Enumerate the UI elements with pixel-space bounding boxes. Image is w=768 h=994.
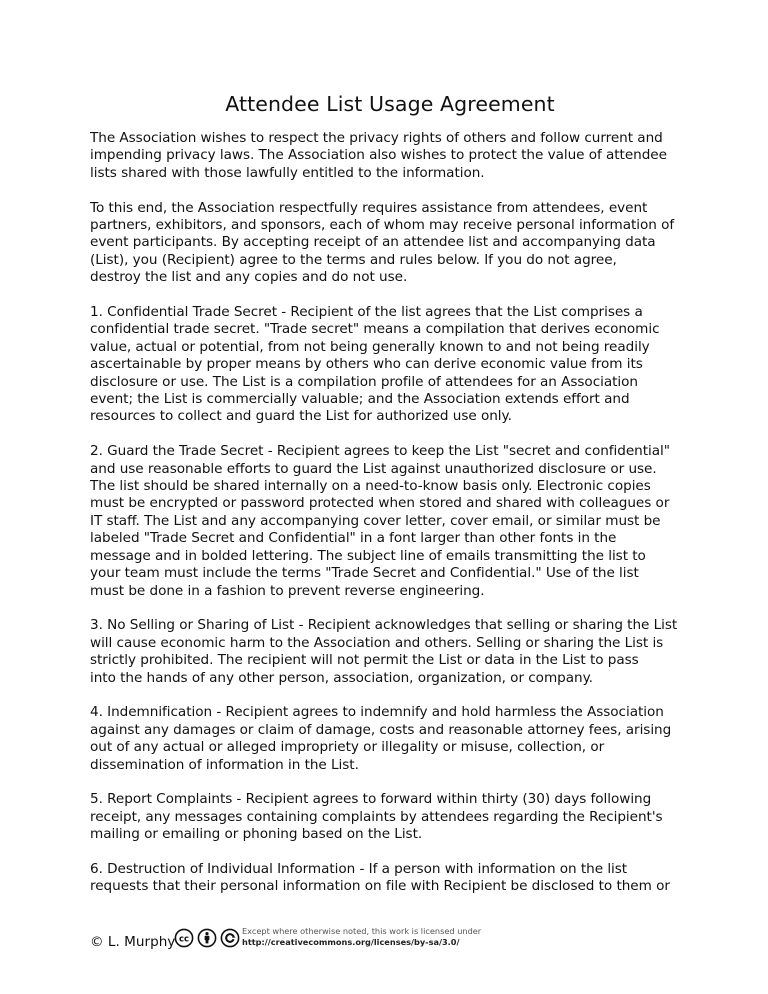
cc-icon [174, 928, 194, 948]
license-notice [242, 926, 481, 947]
license-link[interactable]: http://creativecommons.org/licenses/by-sa/3.0/ [242, 936, 460, 947]
document-title: Attendee List Usage Agreement [225, 92, 555, 116]
paragraph-confidential-trade-secret: 1. Confidential Trade Secret - Recipient of the list agrees that the List comprises a confidential trade secret. "Trade secret" means a compilation that derives economic value, actual or potential, from not being generally known to and not being readily ascertainable by proper means by others who can derive economic value from its disclosure or use. The List is a compilation profile of attendees for an Association event; the List is commercially valuable; and the Association extends effort and resources to collect and guard the List for authorized use only. [90, 304, 660, 425]
by-icon [197, 928, 217, 948]
sa-icon [220, 928, 240, 948]
license-badges [174, 928, 240, 948]
paragraph-destruction: 6. Destruction of Individual Information - If a person with information on the list requests that their personal information on file with Recipient be disclosed to them or [90, 860, 670, 895]
svg-text:cc: cc [178, 934, 190, 945]
page-footer [90, 926, 490, 956]
paragraph-indemnification: 4. Indemnification - Recipient agrees to indemnify and hold harmless the Association against any damages or claim of damage, costs and reasonable attorney fees, arising out of any actual or alleged impropriety or illegality or misuse, collection, or dissemination of information in the List. [90, 704, 672, 773]
copyright-text: © L. Murphy [90, 934, 176, 950]
paragraph-guard-trade-secret: 2. Guard the Trade Secret - Recipient agrees to keep the List "secret and confidential" and use reasonable efforts to guard the List against unauthorized disclosure or use. The list should be shared internally on a need-to-know basis only. Electronic copies must be encrypted or password protected when stored and shared with colleagues or IT staff. The List and any accompanying cover letter, cover email, or similar must be labeled "Trade Secret and Confidential" in a font larger than other fonts in the message and in bolded lettering. The subject line of emails transmitting the list to your team must include the terms "Trade Secret and Confidential." Use of the list must be done in a fashion to prevent reverse engineering. [90, 443, 670, 599]
document-page [90, 90, 690, 913]
paragraph-purpose: To this end, the Association respectfully requires assistance from attendees, event partners, exhibitors, and sponsors, each of whom may receive personal information of event participants. By accepting receipt of an attendee list and accompanying data (List), you (Recipient) agree to the terms and rules below. If you do not agree, destroy the list and any copies and do not use. [90, 199, 675, 286]
paragraph-no-selling: 3. No Selling or Sharing of List - Recipient acknowledges that selling or sharing the List will cause economic harm to the Association and others. Selling or sharing the List is strictly prohibited. The recipient will not permit the List or data in the List to pass into the hands of any other person, association, organization, or company. [90, 617, 678, 686]
paragraph-report-complaints: 5. Report Complaints - Recipient agrees to forward within thirty (30) days following receipt, any messages containing complaints by attendees regarding the Recipient's mailing or emailing or phoning based on the List. [90, 791, 663, 843]
paragraph-intro: The Association wishes to respect the privacy rights of others and follow current and impending privacy laws. The Association also wishes to protect the value of attendee lists shared with those lawfully entitled to the information. [90, 130, 667, 181]
license-line: Except where otherwise noted, this work is licensed under [242, 926, 482, 936]
